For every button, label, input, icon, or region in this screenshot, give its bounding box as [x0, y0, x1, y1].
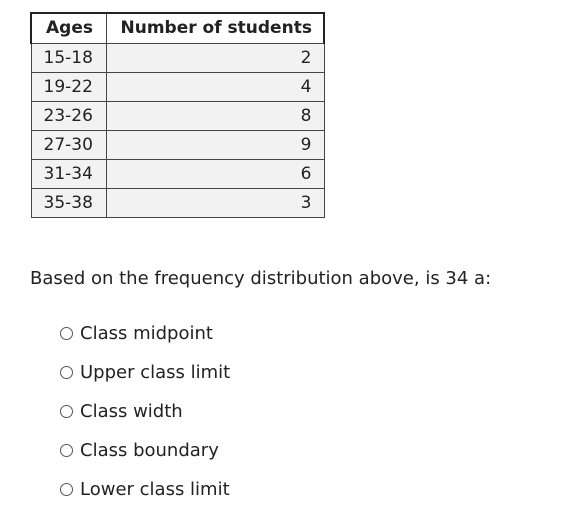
table-row — [31, 43, 324, 72]
student-count-cell: 3 — [106, 188, 324, 217]
radio-button[interactable] — [60, 483, 73, 496]
table-row — [31, 188, 324, 217]
student-count-cell: 4 — [106, 72, 324, 101]
table-row — [31, 130, 324, 159]
option-class-midpoint[interactable] — [60, 314, 230, 353]
age-range-cell: 35-38 — [31, 188, 106, 217]
option-label: Class width — [80, 401, 183, 422]
student-count-cell: 6 — [106, 159, 324, 188]
option-label: Class boundary — [80, 440, 219, 461]
table-header-row — [31, 13, 324, 43]
radio-button[interactable] — [60, 327, 73, 340]
student-count-cell: 9 — [106, 130, 324, 159]
option-label: Upper class limit — [80, 362, 231, 383]
table-row — [31, 72, 324, 101]
option-class-width[interactable] — [60, 392, 230, 431]
option-label: Lower class limit — [80, 479, 230, 500]
frequency-table — [30, 12, 325, 218]
age-range-cell: 15-18 — [31, 43, 106, 72]
table-row — [31, 159, 324, 188]
age-range-cell: 27-30 — [31, 130, 106, 159]
table-row — [31, 101, 324, 130]
age-range-cell: 23-26 — [31, 101, 106, 130]
student-count-cell: 2 — [106, 43, 324, 72]
age-range-cell: 31-34 — [31, 159, 106, 188]
option-class-boundary[interactable] — [60, 431, 230, 470]
student-count-cell: 8 — [106, 101, 324, 130]
age-range-cell: 19-22 — [31, 72, 106, 101]
header-ages: Ages — [31, 13, 106, 43]
option-upper-class-limit[interactable] — [60, 353, 230, 392]
header-number-of-students: Number of students — [106, 13, 324, 43]
radio-button[interactable] — [60, 366, 73, 379]
question-text: Based on the frequency distribution above, is 34 a: — [30, 268, 492, 289]
radio-button[interactable] — [60, 444, 73, 457]
option-label: Class midpoint — [80, 323, 213, 344]
answer-options — [60, 314, 230, 509]
option-lower-class-limit[interactable] — [60, 470, 230, 509]
radio-button[interactable] — [60, 405, 73, 418]
